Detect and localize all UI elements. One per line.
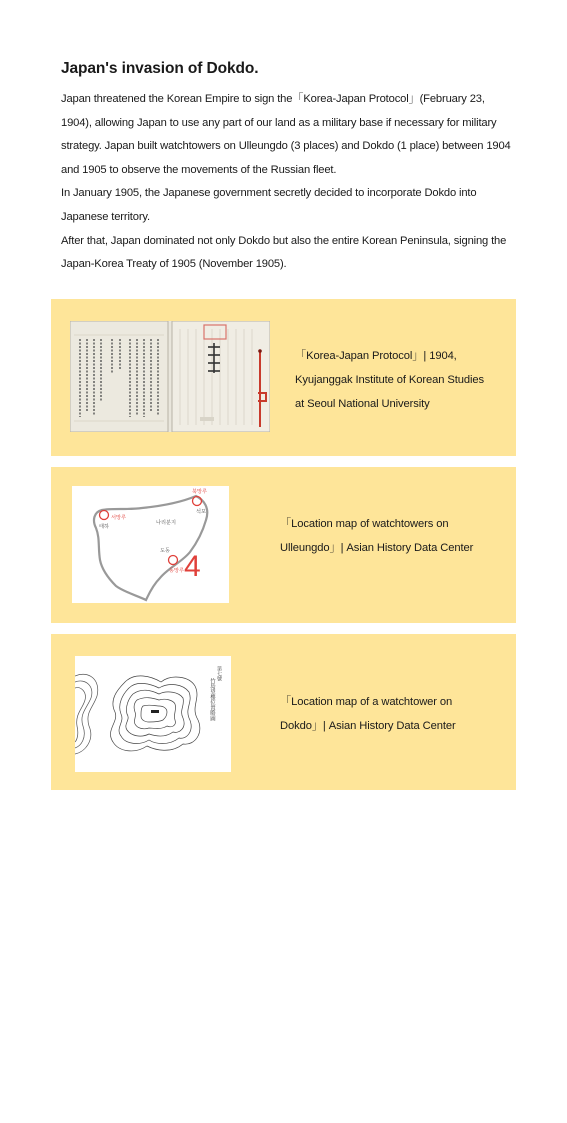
protocol-document-image: [70, 321, 270, 432]
dokdo-map-image: [75, 656, 231, 772]
protocol-card: [51, 299, 516, 456]
paragraph-1: Japan threatened the Korean Empire to sign the「Korea-Japan Protocol」(February 23, 1904), allowing Japan to use any part of our land as a military base if necessary for military strategy. Japan built watchtowers on Ulleungdo (3 places) and Dokdo (1 place) between 1904 and 1905 to observe the movements of the Russian fleet.: [61, 93, 511, 176]
protocol-document-drawing: [70, 321, 270, 432]
ulleungdo-caption: 「Location map of watchtowers on Ulleungdo」| Asian History Data Center: [280, 518, 474, 554]
page-title: Japan's invasion of Dokdo.: [61, 60, 259, 77]
paragraph-2: In January 1905, the Japanese government secretly decided to incorporate Dokdo into Japanese territory.: [61, 187, 477, 223]
west-place-label: 태하: [99, 524, 110, 530]
protocol-caption: 「Korea-Japan Protocol」| 1904, Kyujanggak Institute of Korean Studies at Seoul National University: [295, 350, 484, 410]
ulleungdo-card: [51, 467, 516, 623]
east-place-label: 도동: [160, 548, 171, 554]
intro-text: [61, 88, 513, 277]
ulleungdo-map-drawing: [72, 486, 229, 603]
center-place-label: 나리분지: [156, 520, 177, 526]
east-watchtower-label: 동망루: [169, 568, 185, 574]
paragraph-3: After that, Japan dominated not only Dokdo but also the entire Korean Peninsula, signing the Japan-Korea Treaty of 1905 (November 1905).: [61, 234, 507, 271]
north-watchtower-label: 북망루: [192, 489, 208, 495]
dokdo-card: [51, 634, 516, 790]
dokdo-map-drawing: [75, 656, 231, 772]
west-watchtower-label: 서망루: [111, 515, 127, 521]
dokdo-caption: 「Location map of a watchtower on Dokdo」| Asian History Data Center: [280, 696, 456, 732]
dokdo-map-title: 竹島望樓位置略圖: [209, 678, 215, 722]
north-place-label: 석포: [196, 509, 207, 515]
ulleungdo-map-image: [72, 486, 229, 603]
map-number-label: 4: [184, 550, 201, 583]
dokdo-map-subtitle: 第七號: [216, 666, 222, 681]
